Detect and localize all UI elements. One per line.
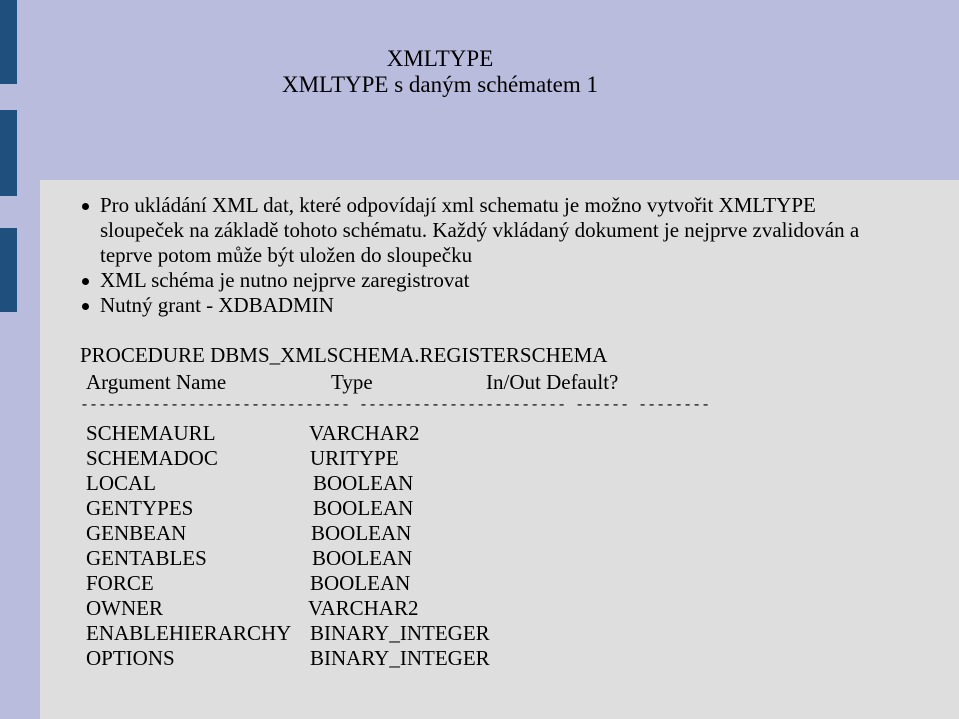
arg-type: VARCHAR2 [308, 596, 419, 620]
arg-type: BINARY_INTEGER [310, 646, 490, 670]
procedure-title: PROCEDURE DBMS_XMLSCHEMA.REGISTERSCHEMA [80, 343, 608, 367]
bullet-list [100, 193, 870, 318]
arg-name: OWNER [86, 596, 163, 620]
bullet-text: Pro ukládání XML dat, které odpovídají xml schematu je možno vytvořit XMLTYPE sloupeček na základě tohoto schématu. Každý vkládaný dokument je nejprve zvalidován a teprve potom může být uložen do sloupečku [100, 193, 860, 267]
arg-type: BOOLEAN [310, 571, 411, 595]
bullet-item [100, 268, 870, 293]
arg-type: VARCHAR2 [309, 421, 420, 445]
bullet-item [100, 293, 870, 318]
arg-type: BINARY_INTEGER [310, 621, 490, 645]
arg-type: BOOLEAN [312, 546, 413, 570]
accent-bar-2 [0, 110, 17, 196]
slide-title-line-2: XMLTYPE s daným schématem 1 [281, 72, 598, 97]
arg-type: URITYPE [310, 446, 399, 470]
arg-name: GENBEAN [86, 521, 187, 545]
bullet-item [100, 193, 870, 268]
arg-type: BOOLEAN [311, 521, 412, 545]
arg-type: BOOLEAN [313, 496, 414, 520]
arg-type: BOOLEAN [313, 471, 414, 495]
header-separator: ------------------------------ ----------------------- ------ -------- [80, 397, 711, 414]
bullet-dot-icon [82, 203, 89, 210]
arg-name: GENTYPES [86, 496, 194, 520]
arg-name: GENTABLES [86, 546, 207, 570]
bullet-text: Nutný grant - XDBADMIN [100, 293, 334, 317]
header-type: Type [331, 370, 373, 394]
slide-title-line-1: XMLTYPE [386, 46, 494, 71]
arg-name: FORCE [86, 571, 154, 595]
arg-name: ENABLEHIERARCHY [86, 621, 292, 645]
arg-name: SCHEMAURL [86, 421, 216, 445]
slide-title [230, 46, 650, 98]
bullet-dot-icon [82, 303, 89, 310]
bullet-dot-icon [82, 278, 89, 285]
accent-bar-3 [0, 228, 17, 312]
header-in-out-default: In/Out Default? [486, 370, 619, 394]
arg-name: OPTIONS [86, 646, 175, 670]
content-panel [40, 180, 959, 719]
header-argument-name: Argument Name [86, 370, 227, 394]
bullet-text: XML schéma je nutno nejprve zaregistrovat [100, 268, 470, 292]
arg-name: SCHEMADOC [86, 446, 218, 470]
arg-name: LOCAL [86, 471, 156, 495]
accent-bar-1 [0, 0, 17, 84]
